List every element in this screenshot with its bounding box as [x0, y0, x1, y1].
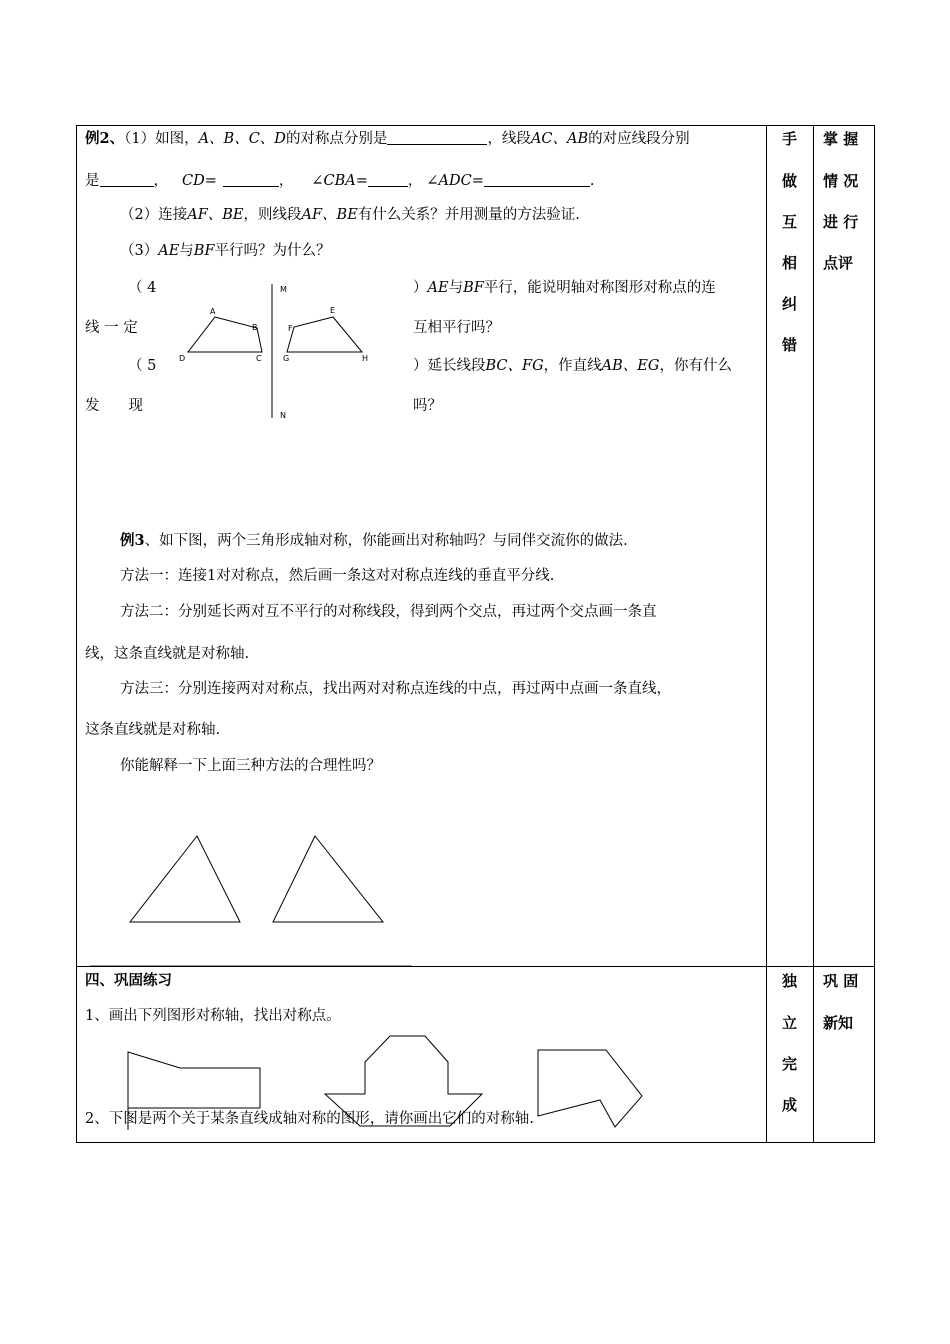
section4-problem2: 2、下图是两个关于某条直线成轴对称的图形，请你画出它们的对称轴. [85, 1111, 534, 1127]
answer-blank-2[interactable] [100, 172, 154, 187]
shape-flag [538, 1050, 642, 1127]
table-right-border [874, 125, 875, 1143]
table-row-divider [76, 966, 875, 967]
symmetric-triangles-figure [125, 830, 390, 930]
table-col-divider-2 [813, 125, 814, 1143]
ex3-intro [120, 531, 628, 551]
text: ）延长线段 [413, 358, 486, 374]
ex3-method3-line1: 方法三：分别连接两对对称点，找出两对对称点连线的中点，再过两中点画一条直线， [120, 681, 671, 697]
side-char: 完 [782, 1055, 798, 1073]
text: 是 [85, 173, 100, 189]
label-b: B [252, 323, 258, 332]
side-char: 纠 [782, 295, 798, 313]
ex2-q4-left2: 线 一 定 [85, 320, 138, 336]
text: AB、EG [601, 358, 660, 374]
text: 平行，能说明轴对称图形对称点的连 [483, 280, 716, 296]
ex2-q4-right1 [413, 278, 716, 298]
side-text: 情 况 [823, 172, 859, 190]
text: AF、BE [301, 207, 358, 223]
answer-blank-3[interactable] [223, 172, 279, 187]
ex2-heading: 例2、 [85, 130, 125, 147]
ex2-q5-left1: （ 5 [128, 358, 157, 374]
label-n: N [280, 411, 286, 420]
text: 、如下图，两个三角形成轴对称，你能画出对称轴吗？与同伴交流你的做法. [144, 533, 628, 549]
side-char: 做 [782, 172, 798, 190]
answer-blank-1[interactable] [387, 130, 487, 145]
text: ， [278, 173, 294, 189]
text: ） [413, 280, 428, 296]
symmetry-figure [170, 280, 410, 425]
ex2-q2 [120, 205, 580, 225]
text: A、B、C、D [198, 131, 286, 147]
text: ，线段 [487, 131, 531, 147]
side-char: 立 [782, 1014, 798, 1032]
table-left-border [76, 125, 77, 1143]
side-text: 巩 固 [823, 972, 859, 990]
ex3-method3-line2: 这条直线就是对称轴. [85, 722, 221, 738]
side-text: 点评 [823, 254, 854, 272]
ex2-q4-right2: 互相平行吗？ [413, 320, 500, 336]
label-e: E [330, 306, 336, 315]
triangle-right [273, 836, 383, 922]
text: （1）如图， [124, 131, 199, 147]
side-text: 新知 [823, 1014, 854, 1032]
text: BF [463, 280, 484, 296]
ex3-question: 你能解释一下上面三种方法的合理性吗？ [120, 758, 381, 774]
section4-problem1: 1、画出下列图形对称轴，找出对称点。 [85, 1008, 341, 1024]
quadrilateral-abcd [188, 317, 262, 352]
text: AE [427, 280, 449, 296]
table-top-border [76, 125, 875, 126]
text: ， [153, 173, 168, 189]
text: ，则线段 [243, 207, 302, 223]
side-char: 独 [782, 972, 798, 990]
side-char: 相 [782, 254, 798, 272]
side-char: 手 [782, 130, 798, 148]
text: AC、AB [530, 131, 589, 147]
text: 与 [448, 280, 464, 296]
answer-blank-5[interactable] [484, 172, 590, 187]
section4-heading: 四、巩固练习 [85, 972, 172, 989]
label-h: H [362, 354, 369, 363]
label-d: D [179, 354, 186, 363]
label-f: F [288, 324, 293, 333]
text: ，作直线 [543, 358, 602, 374]
answer-blank-4[interactable] [368, 172, 408, 187]
text: ∠CBA= [311, 173, 368, 189]
side-char: 互 [782, 213, 798, 231]
side-char: 错 [782, 336, 798, 354]
text: ∠ADC= [426, 173, 484, 189]
ex3-heading: 例3 [120, 532, 145, 549]
text: （3） [120, 243, 159, 259]
table-bottom-border [76, 1142, 875, 1143]
quadrilateral-efgh [287, 317, 362, 352]
table-col-divider-1 [766, 125, 767, 1143]
ex3-method2-line1: 方法二：分别延长两对互不平行的对称线段，得到两个交点，再过两个交点画一条直 [120, 604, 657, 620]
label-c: C [256, 354, 262, 363]
label-m: M [280, 285, 287, 294]
text: AF、BE [187, 207, 244, 223]
ex2-q5-left2: 发 现 [85, 398, 143, 414]
ex3-method1: 方法一：连接1对对称点，然后画一条这对对称点连线的垂直平分线. [120, 568, 555, 584]
label-a: A [210, 307, 216, 316]
text: CD= [182, 173, 217, 189]
text: ，你有什么 [659, 358, 732, 374]
side-text: 进 行 [823, 213, 859, 231]
text: 有什么关系？并用测量的方法验证. [357, 207, 580, 223]
side-text: 掌 握 [823, 130, 859, 148]
short-rule [90, 965, 412, 966]
ex2-q5-right1 [413, 356, 732, 376]
ex2-line1 [85, 129, 690, 149]
text: 平行吗？为什么？ [214, 243, 331, 259]
ex3-method2-line2: 线，这条直线就是对称轴. [85, 646, 250, 662]
text: 的对应线段分别 [588, 131, 690, 147]
text: （2）连接 [120, 207, 188, 223]
ex2-line2 [85, 171, 595, 191]
text: BC、FG [485, 358, 544, 374]
label-g: G [283, 354, 290, 363]
ex2-q4-left1: （ 4 [128, 280, 157, 296]
text: . [589, 173, 595, 189]
ex2-q5-right2: 吗？ [413, 398, 442, 414]
text: 与 [179, 243, 194, 259]
ex2-q3 [120, 241, 331, 261]
text: AE [158, 243, 180, 259]
triangle-left [130, 836, 240, 922]
text: 的对称点分别是 [285, 131, 388, 147]
side-char: 成 [782, 1096, 798, 1114]
text: ， [407, 173, 423, 189]
text: BF [193, 243, 215, 259]
